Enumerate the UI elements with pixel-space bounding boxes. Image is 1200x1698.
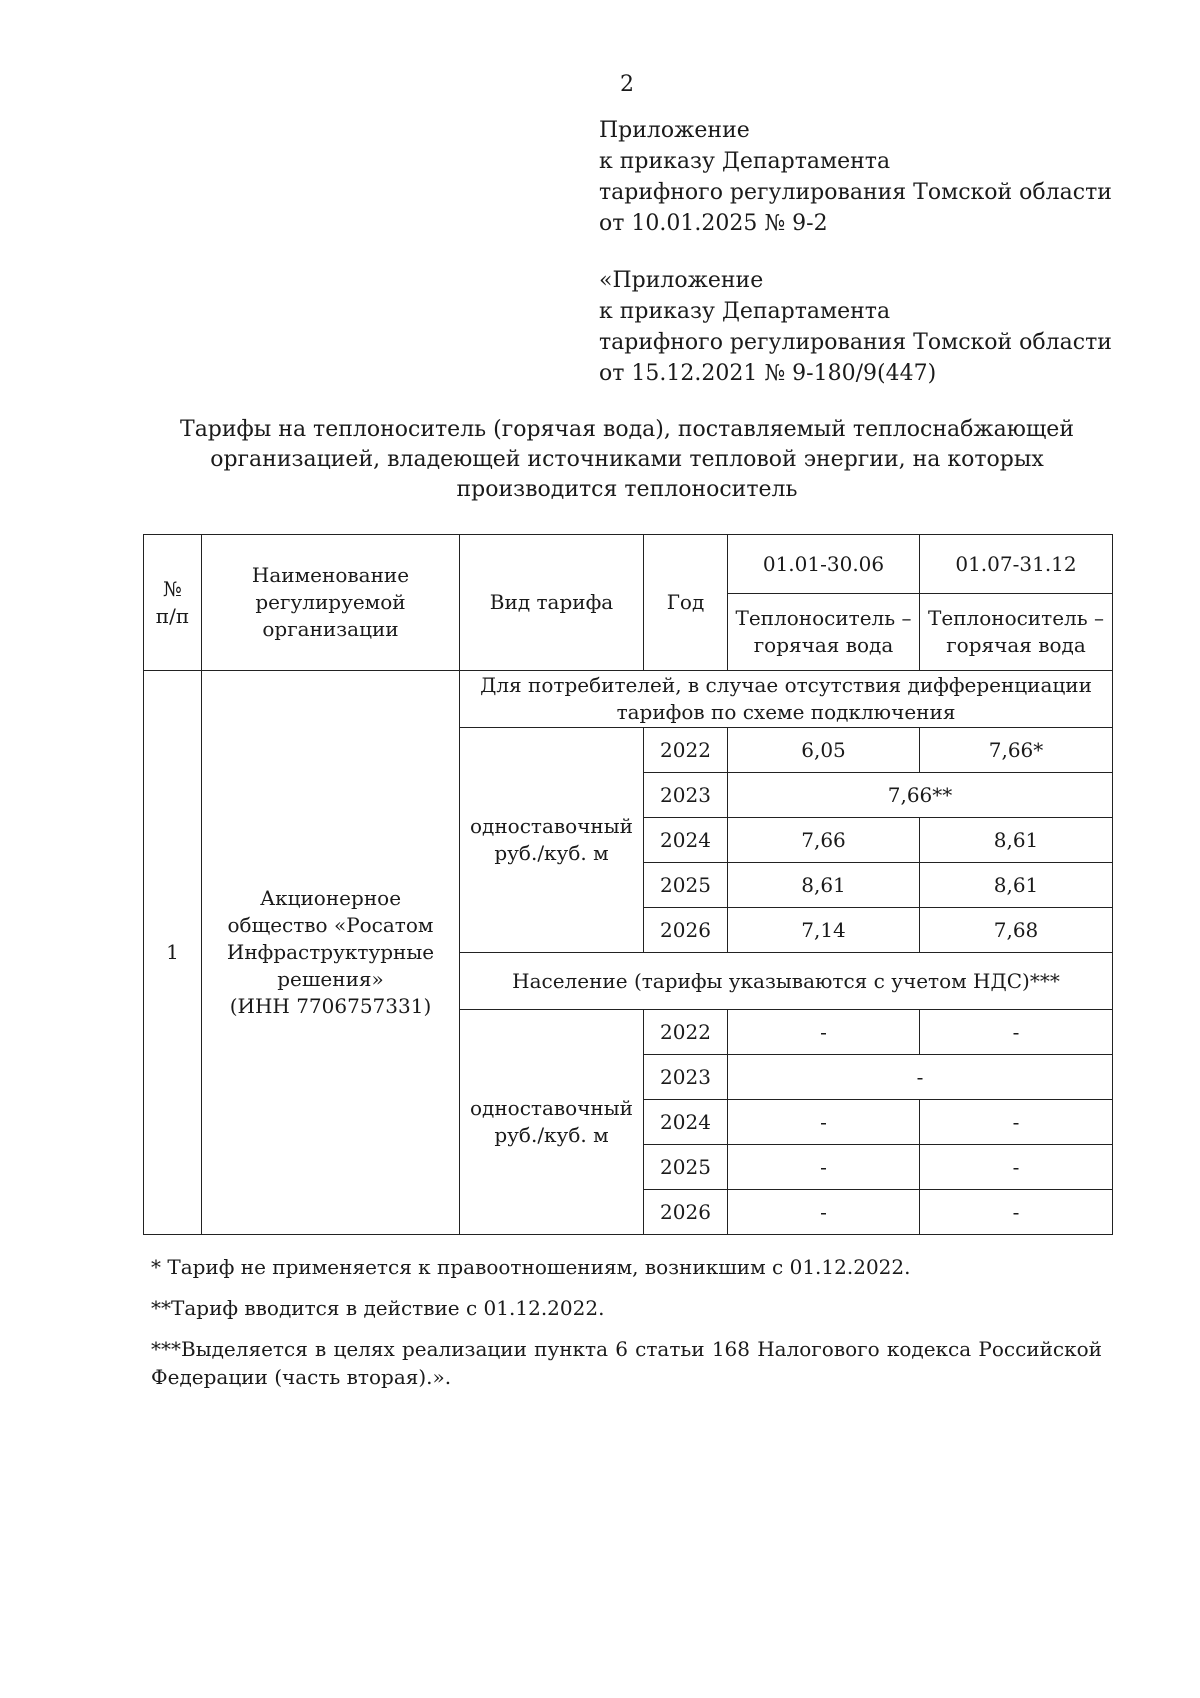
tariff-kind-line: одноставочный [469, 1096, 634, 1120]
appendix-line: «Приложение [599, 268, 764, 293]
tariff-table [143, 534, 1113, 1235]
header-carrier-1: Теплоноситель – горячая вода [728, 594, 920, 671]
tariff-value: 7,14 [728, 908, 920, 953]
tariff-kind [460, 728, 644, 953]
tariff-value: 7,68 [920, 908, 1113, 953]
tariff-value: - [920, 1100, 1113, 1145]
header-year: Год [644, 535, 728, 671]
tariff-value: - [920, 1010, 1113, 1055]
tariff-value: 8,61 [728, 863, 920, 908]
year-cell: 2025 [644, 1145, 728, 1190]
year-cell: 2022 [644, 728, 728, 773]
year-cell: 2023 [644, 773, 728, 818]
tariff-value: - [728, 1190, 920, 1235]
tariff-value: - [728, 1145, 920, 1190]
year-cell: 2024 [644, 818, 728, 863]
appendix-line: к приказу Департамента [599, 149, 891, 174]
footnote: ***Выделяется в целях реализации пункта 6 статьи 168 Налогового кодекса Российской Федерации (часть вторая).». [151, 1337, 1102, 1389]
tariff-value: 8,61 [920, 818, 1113, 863]
tariff-value-merged: 7,66** [728, 773, 1113, 818]
year-cell: 2026 [644, 1190, 728, 1235]
tariff-value: - [728, 1010, 920, 1055]
document-title [150, 415, 1104, 505]
header-period-2: 01.07-31.12 [920, 535, 1113, 594]
appendix-header-current [599, 115, 1112, 239]
year-cell: 2023 [644, 1055, 728, 1100]
row-number: 1 [144, 671, 202, 1235]
footnotes [151, 1253, 1102, 1404]
organization-line: Инфраструктурные [226, 940, 435, 964]
header-carrier-2: Теплоноситель – горячая вода [920, 594, 1113, 671]
header-number: № п/п [144, 535, 202, 671]
tariff-kind-line: одноставочный [469, 814, 634, 838]
title-line: Тарифы на теплоноситель (горячая вода), поставляемый теплоснабжающей [180, 417, 1074, 442]
year-cell: 2022 [644, 1010, 728, 1055]
section-title-population: Население (тарифы указываются с учетом НДС)*** [460, 953, 1113, 1010]
tariff-kind [460, 1010, 644, 1235]
tariff-value: - [920, 1145, 1113, 1190]
appendix-line: тарифного регулирования Томской области [599, 180, 1112, 205]
section-title-consumers: Для потребителей, в случае отсутствия дифференциации тарифов по схеме подключения [460, 671, 1113, 728]
footnote: **Тариф вводится в действие с 01.12.2022. [151, 1296, 605, 1320]
tariff-value: 7,66* [920, 728, 1113, 773]
tariff-kind-line: руб./куб. м [494, 841, 609, 865]
appendix-line: к приказу Департамента [599, 299, 891, 324]
header-period-1: 01.01-30.06 [728, 535, 920, 594]
appendix-line: от 15.12.2021 № 9-180/9(447) [599, 361, 937, 386]
tariff-kind-line: руб./куб. м [494, 1123, 609, 1147]
tariff-value: - [920, 1190, 1113, 1235]
organization-line: общество «Росатом [227, 913, 434, 937]
tariff-value: 6,05 [728, 728, 920, 773]
tariff-value: 7,66 [728, 818, 920, 863]
appendix-line: Приложение [599, 118, 750, 143]
tariff-value-merged: - [728, 1055, 1113, 1100]
organization-line: Акционерное [259, 886, 402, 910]
footnote: * Тариф не применяется к правоотношениям, возникшим с 01.12.2022. [151, 1255, 911, 1279]
organization-name [202, 671, 460, 1235]
header-tariff-kind: Вид тарифа [460, 535, 644, 671]
tariff-value: - [728, 1100, 920, 1145]
year-cell: 2026 [644, 908, 728, 953]
page-number: 2 [620, 72, 634, 97]
appendix-header-previous [599, 265, 1112, 389]
year-cell: 2024 [644, 1100, 728, 1145]
year-cell: 2025 [644, 863, 728, 908]
tariff-value: 8,61 [920, 863, 1113, 908]
organization-line: решения» [277, 967, 384, 991]
title-line: производится теплоноситель [456, 477, 798, 502]
organization-line: (ИНН 7706757331) [229, 994, 432, 1018]
title-line: организацией, владеющей источниками тепловой энергии, на которых [210, 447, 1044, 472]
header-organization: Наименование регулируемой организации [202, 535, 460, 671]
appendix-line: от 10.01.2025 № 9-2 [599, 211, 828, 236]
appendix-line: тарифного регулирования Томской области [599, 330, 1112, 355]
